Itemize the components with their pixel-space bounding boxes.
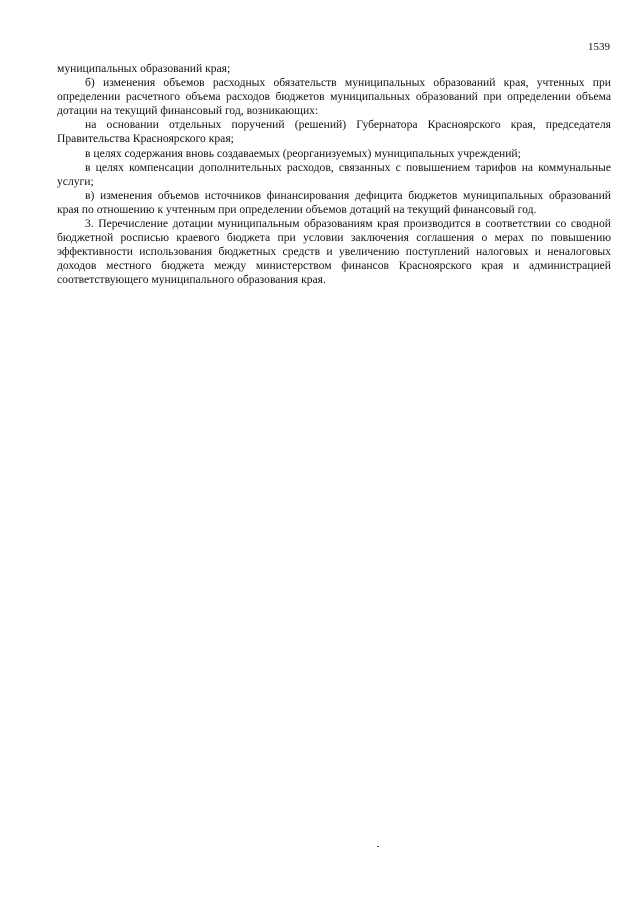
paragraph-section-3: 3. Перечисление дотации муниципальным образованиям края производится в соответствии со сводной бюджетной росписью краевого бюджета при условии заключения соглашения о мерах по повышению эффективности использования бюджетных средств и увеличению поступлений налоговых и неналоговых доходов местного бюджета между министерством финансов Красноярского края и администрацией соответствующего муниципального образования края. bbox=[57, 217, 611, 287]
paragraph-item-b: б) изменения объемов расходных обязательств муниципальных образований края, учтенных при определении расчетного объема расходов бюджетов муниципальных образований при определении объема дотации на текущий финансовый год, возникающих: bbox=[57, 76, 611, 118]
paragraph-continuation: муниципальных образований края; bbox=[57, 62, 231, 75]
paragraph-governor-orders: на основании отдельных поручений (решений) Губернатора Красноярского края, председателя Правительства Красноярского края; bbox=[57, 118, 611, 146]
paragraph-item-v: в) изменения объемов источников финансирования дефицита бюджетов муниципальных образований края по отношению к учтенным при определении объемов дотаций на текущий финансовый год. bbox=[57, 188, 611, 216]
document-body bbox=[57, 62, 611, 288]
page-number: 1539 bbox=[588, 41, 610, 53]
scan-speck bbox=[377, 846, 379, 847]
paragraph-new-institutions: в целях содержания вновь создаваемых (реорганизуемых) муниципальных учреждений; bbox=[85, 146, 521, 160]
paragraph-tariff-compensation: в целях компенсации дополнительных расходов, связанных с повышением тарифов на коммунальные услуги; bbox=[57, 160, 611, 188]
